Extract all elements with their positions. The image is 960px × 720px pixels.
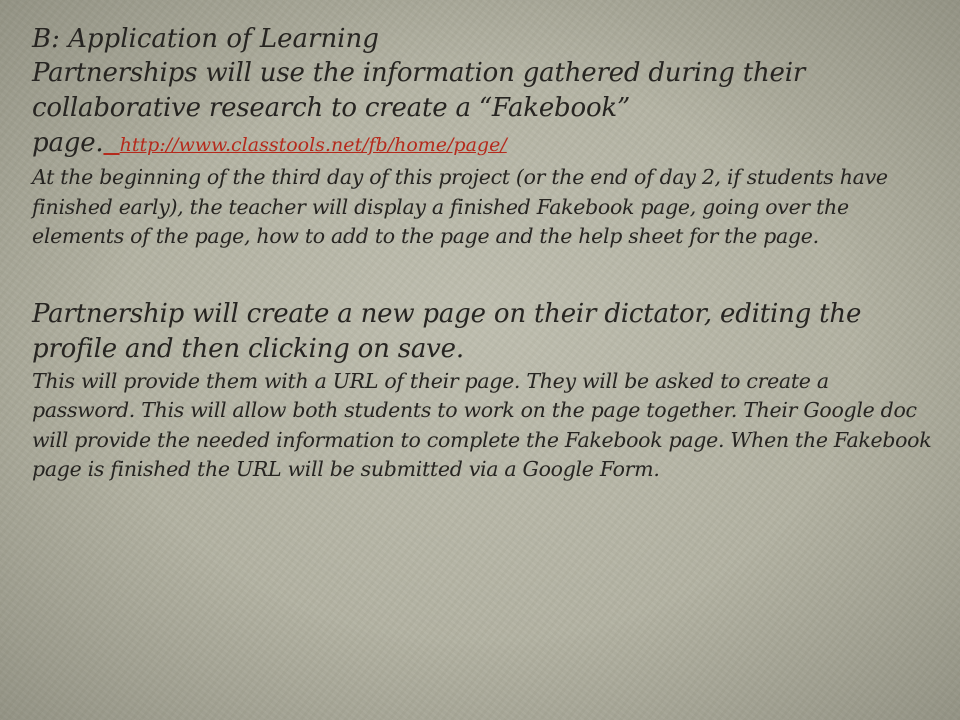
teacher-demo-paragraph: At the beginning of the third day of this project (or the end of day 2, if students have finished early), the teacher will display a finished Fakebook page, going over the elements of the page, how to add to the page and the help sheet for the page. — [32, 165, 888, 248]
intro-paragraph — [32, 56, 932, 163]
slide-heading-text: B: Application of Learning — [32, 24, 379, 54]
fakebook-url-link[interactable]: http://www.classtools.net/fb/home/page/ — [119, 134, 507, 156]
section-gap — [32, 252, 932, 297]
slide-content — [32, 22, 932, 485]
intro-text: Partnerships will use the information gathered during their collaborative research to create a “Fakebook” — [32, 58, 806, 123]
page-label: page. — [32, 128, 104, 158]
partnership-paragraph: Partnership will create a new page on their dictator, editing the profile and then clicking on save. — [32, 298, 862, 364]
slide-heading — [32, 22, 932, 56]
submission-paragraph: This will provide them with a URL of their page. They will be asked to create a password. This will allow both students to work on the page together. Their Google doc will provide the needed information to complete the Fakebook page. When the Fakebook page is finished the URL will be submitted via a Google Form. — [32, 368, 932, 481]
